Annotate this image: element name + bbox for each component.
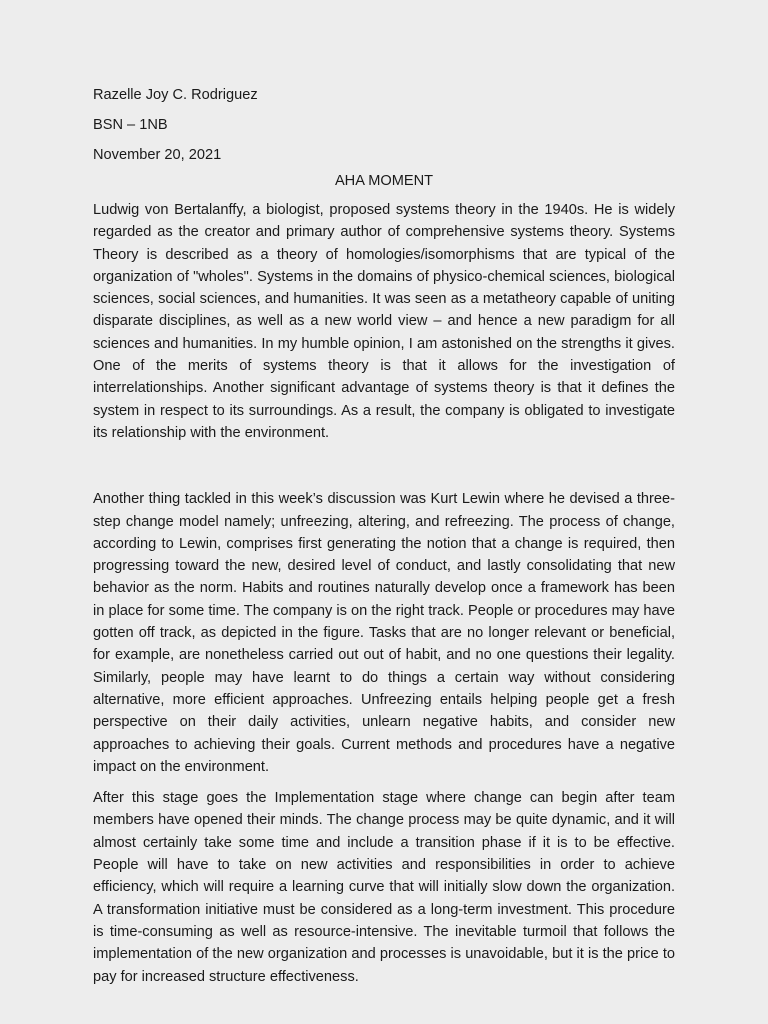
document-date: November 20, 2021 <box>93 147 222 163</box>
paragraph-systems-theory: Ludwig von Bertalanffy, a biologist, proposed systems theory in the 1940s. He is widely regarded as the creator and primary author of comprehensive systems theory. Systems Theory is described as a theory of homologies/isomorphisms that are typical of the organization of "wholes". Systems in the domains of physico-chemical sciences, biological sciences, social sciences, and humanities. It was seen as a metatheory capable of uniting disparate disciplines, as well as a new world view – and hence a new paradigm for all sciences and humanities. In my humble opinion, I am astonished on the strengths it gives. One of the merits of systems theory is that it allows for the investigation of interrelationships. Another significant advantage of systems theory is that it defines the system in respect to its surroundings. As a result, the company is obligated to investigate its relationship with the environment. <box>93 202 675 441</box>
author-name: Razelle Joy C. Rodriguez <box>93 87 258 103</box>
course-section: BSN – 1NB <box>93 117 168 133</box>
paragraph-lewin-model: Another thing tackled in this week’s discussion was Kurt Lewin where he devised a three-step change model namely; unfreezing, altering, and refreezing. The process of change, according to Lewin, comprises first generating the notion that a change is required, then progressing toward the new, desired level of conduct, and lastly consolidating that new behavior as the norm. Habits and routines naturally develop once a framework has been in place for some time. The company is on the right track. People or procedures may have gotten off track, as depicted in the figure. Tasks that are no longer relevant or beneficial, for example, are nonetheless carried out out of habit, and no one questions their legality. Similarly, people may have learnt to do things a certain way without considering alternative, more efficient approaches. Unfreezing entails helping people get a fresh perspective on their daily activities, unlearn negative habits, and consider new approaches to achieving their goals. Current methods and procedures have a negative impact on the environment. <box>93 491 675 775</box>
document-content <box>93 84 675 988</box>
paragraph-implementation-stage: After this stage goes the Implementation stage where change can begin after team members have opened their minds. The change process may be quite dynamic, and it will almost certainly take some time and include a transition phase if it is to be effective. People will have to take on new activities and responsibilities in order to achieve efficiency, which will require a learning curve that will initially slow down the organization. A transformation initiative must be considered as a long-term investment. This procedure is time-consuming as well as resource-intensive. The inevitable turmoil that follows the implementation of the new organization and processes is unavoidable, but it is the price to pay for increased structure effectiveness. <box>93 790 675 985</box>
document-title: AHA MOMENT <box>334 173 434 189</box>
